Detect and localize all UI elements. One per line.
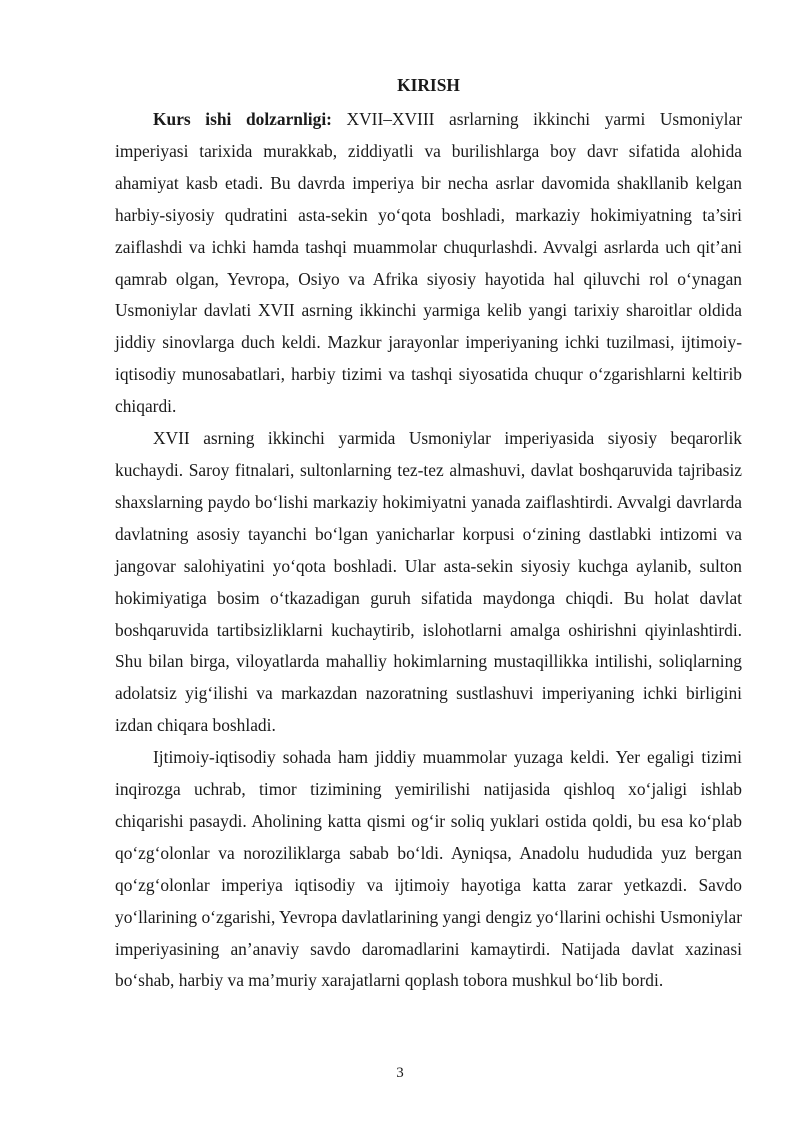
paragraph-lead: Kurs ishi dolzarnligi:: [153, 109, 332, 129]
paragraph-relevance: [115, 104, 742, 423]
paragraph-body: XVII–XVIII asrlarning ikkinchi yarmi Usmoniylar imperiyasi tarixida murakkab, ziddiyatli va burilishlarga boy davr sifatida alohida ahamiyat kasb etadi. Bu davrda imperiya bir necha asrlar davomida shakllanib kelgan harbiy-siyosiy qudratini asta-sekin yo‘qota boshladi, markaziy hokimiyatning ta’siri zaiflashdi va ichki hamda tashqi muammolar chuqurlashdi. Avvalgi asrlarda uch qit’ani qamrab olgan, Yevropa, Osiyo va Afrika siyosiy hayotida hal qiluvchi rol o‘ynagan Usmoniylar davlati XVII asrning ikkinchi yarmiga kelib yangi tarixiy sharoitlar oldida jiddiy sinovlarga duch keldi. Mazkur jarayonlar imperiyaning ichki tuzilmasi, ijtimoiy-iqtisodiy munosabatlari, harbiy tizimi va tashqi siyosatida chuqur o‘zgarishlarni keltirib chiqardi.: [115, 109, 742, 417]
paragraph-political: XVII asrning ikkinchi yarmida Usmoniylar imperiyasida siyosiy beqarorlik kuchaydi. Saroy fitnalari, sultonlarning tez-tez almashuvi, davlat boshqaruvida tajribasiz shaxslarning paydo bo‘lishi markaziy hokimiyatni yanada zaiflashtirdi. Avvalgi davrlarda davlatning asosiy tayanchi bo‘lgan yanicharlar korpusi o‘zining dastlabki intizomi va jangovar salohiyatini yo‘qota boshladi. Ular asta-sekin siyosiy kuchga aylanib, sulton hokimiyatiga bosim o‘tkazadigan guruh sifatida maydonga chiqdi. Bu holat davlat boshqaruvida tartibsizliklarni kuchaytirib, islohotlarni amalga oshirishni qiyinlashtirdi. Shu bilan birga, viloyatlarda mahalliy hokimlarning mustaqillikka intilishi, soliqlarning adolatsiz yig‘ilishi va markazdan nazoratning sustlashuvi imperiyaning ichki birligini izdan chiqara boshladi.: [115, 428, 742, 736]
page-content: [115, 74, 742, 997]
section-title: KIRISH: [397, 75, 460, 95]
page-number: 3: [396, 1065, 404, 1081]
paragraph-socioeconomic: Ijtimoiy-iqtisodiy sohada ham jiddiy muammolar yuzaga keldi. Yer egaligi tizimi inqirozga uchrab, timor tizimining yemirilishi natijasida qishloq xo‘jaligi ishlab chiqarishi pasaydi. Aholining katta qismi og‘ir soliq yuklari ostida qoldi, bu esa ko‘plab qo‘zg‘olonlar va noroziliklarga sabab bo‘ldi. Ayniqsa, Anadolu hududida yuz bergan qo‘zg‘olonlar imperiya iqtisodiy va ijtimoiy hayotiga katta zarar yetkazdi. Savdo yo‘llarining o‘zgarishi, Yevropa davlatlarining yangi dengiz yo‘llarini ochishi Usmoniylar imperiyasining an’anaviy savdo daromadlarini kamaytirdi. Natijada davlat xazinasi bo‘shab, harbiy va ma’muriy xarajatlarni qoplash tobora mushkul bo‘lib bordi.: [115, 747, 742, 991]
